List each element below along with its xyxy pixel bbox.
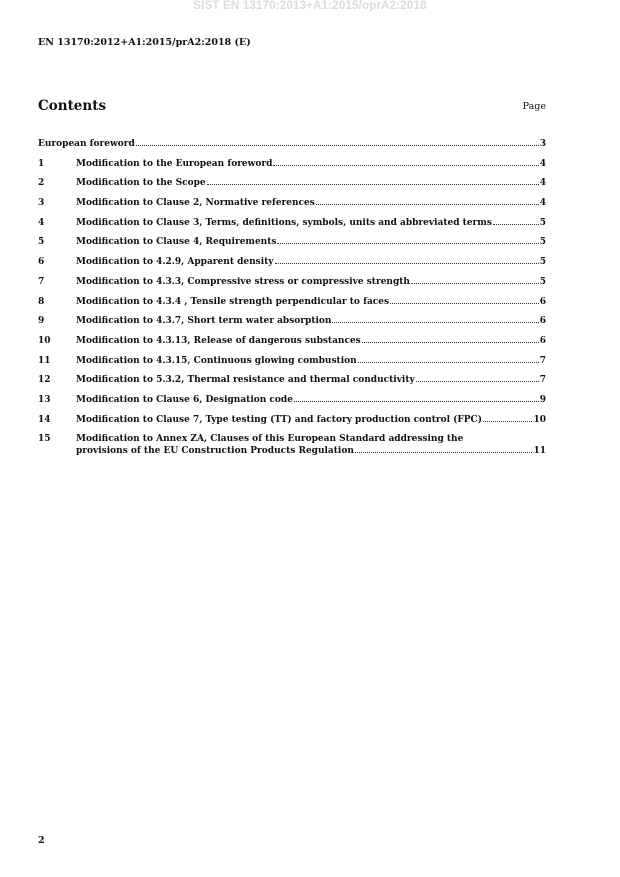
table-of-contents [38,139,546,456]
toc-entry-number: 7 [38,276,45,287]
toc-leader-dots [277,242,538,244]
toc-entry-number: 6 [38,257,45,268]
toc-entry-title: Modification to 4.3.15, Continuous glowing combustion [76,355,357,366]
toc-entry-page: 9 [539,394,546,405]
toc-entry-page: 3 [539,139,546,149]
toc-leader-dots [358,361,539,363]
toc-entry-number: 1 [38,158,45,169]
toc-entry-page: 5 [539,237,546,248]
toc-entry-9[interactable] [38,316,546,336]
toc-leader-dots [273,164,538,166]
toc-entry-14[interactable] [38,415,546,435]
toc-entry-number: 5 [38,237,45,248]
toc-entry-title: Modification to 5.3.2, Thermal resistance and thermal conductivity [76,375,415,386]
toc-entry-title: Modification to 4.3.3, Compressive stress or compressive strength [76,276,410,287]
toc-entry-page: 6 [539,296,546,307]
toc-leader-dots [355,451,533,453]
watermark: SIST EN 13170:2013+A1:2015/oprA2:2018 [193,0,427,12]
toc-entry-title: Modification to Clause 4, Requirements [76,237,277,248]
toc-entry-page: 6 [539,316,546,327]
toc-entry-10[interactable] [38,336,546,356]
toc-entry-title: Modification to Clause 2, Normative references [76,198,315,209]
toc-leader-dots [332,321,538,323]
toc-entry-12[interactable] [38,375,546,395]
toc-entry-number: 15 [38,434,51,445]
toc-entry-number: 12 [38,375,51,386]
document-identifier: EN 13170:2012+A1:2015/prA2:2018 (E) [38,37,251,48]
toc-entry-page: 7 [539,355,546,366]
toc-entry-title: Modification to 4.3.4 , Tensile strength perpendicular to faces [76,296,390,307]
toc-entry-6[interactable] [38,257,546,277]
toc-entry-number: 8 [38,296,45,307]
toc-entry-page: 5 [539,276,546,287]
toc-entry-number: 2 [38,178,45,189]
toc-entry-number: 9 [38,316,45,327]
toc-entry-5[interactable] [38,237,546,257]
toc-entry-title: Modification to Clause 6, Designation code [76,394,293,405]
toc-entry-page: 10 [533,414,546,425]
toc-entry-title: Modification to Clause 3, Terms, definitions, symbols, units and abbreviated terms [76,217,492,228]
toc-entry-2[interactable] [38,178,546,198]
toc-entry-page: 4 [539,158,546,169]
toc-entry-15[interactable] [38,434,546,456]
toc-entry-title: Modification to 4.2.9, Apparent density [76,257,274,268]
toc-leader-dots [483,420,532,422]
toc-entry-number: 3 [38,198,45,209]
toc-entry-number: 13 [38,394,51,405]
toc-entry-number: 14 [38,414,51,425]
toc-leader-dots [362,341,539,343]
toc-entry-8[interactable] [38,297,546,317]
toc-entry-title: European foreword [38,139,135,149]
toc-leader-dots [411,282,539,284]
toc-entry-11[interactable] [38,356,546,376]
toc-entry-number: 11 [38,355,51,366]
toc-entry-1[interactable] [38,159,546,179]
toc-leader-dots [207,183,539,185]
toc-entry-7[interactable] [38,277,546,297]
toc-leader-dots [275,262,539,264]
toc-entry-page: 4 [539,178,546,189]
toc-entry-title: Modification to 4.3.7, Short term water absorption [76,316,332,327]
toc-leader-dots [294,400,539,402]
toc-entry-page: 7 [539,375,546,386]
toc-entry-title-line2: provisions of the EU Construction Products Regulation [76,446,354,457]
toc-entry-3[interactable] [38,198,546,218]
toc-entry-13[interactable] [38,395,546,415]
toc-entry-number: 10 [38,335,51,346]
toc-leader-dots [416,380,539,382]
toc-entry-title: Modification to the Scope [76,178,206,189]
toc-entry-page: 11 [533,446,546,457]
page-column-label: Page [522,101,546,112]
toc-entry-page: 5 [539,257,546,268]
toc-entry-foreword[interactable] [38,139,546,159]
toc-entry-title-line1: Modification to Annex ZA, Clauses of this European Standard addressing the [76,434,464,445]
toc-leader-dots [493,223,539,225]
contents-heading: Contents [38,98,107,114]
toc-entry-title: Modification to Clause 7, Type testing (TT) and factory production control (FPC) [76,414,482,425]
toc-entry-number: 4 [38,217,45,228]
toc-leader-dots [136,144,539,146]
toc-leader-dots [390,302,539,304]
toc-entry-page: 5 [539,217,546,228]
toc-entry-page: 4 [539,198,546,209]
toc-leader-dots [316,203,539,205]
toc-entry-page: 6 [539,335,546,346]
toc-entry-4[interactable] [38,218,546,238]
page-number: 2 [38,835,45,846]
toc-entry-title: Modification to the European foreword [76,158,273,169]
toc-entry-title: Modification to 4.3.13, Release of dangerous substances [76,335,361,346]
